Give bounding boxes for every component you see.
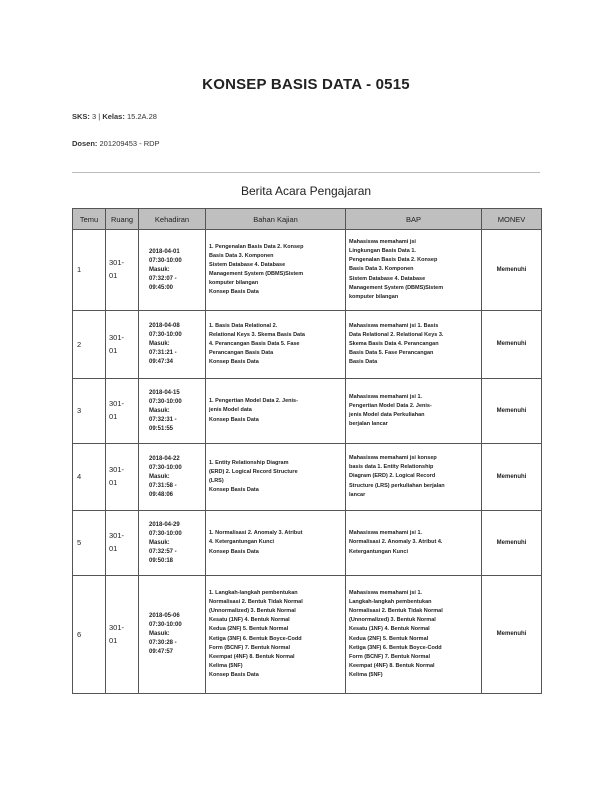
sks-value: 3 [92,112,97,121]
table-row [73,311,542,379]
cell-bap: Mahasiswa memahami jsi Lingkungan Basis Data 1. Pengenalan Basis Data 2. Konsep Basis Data 3. Komponen Sistem Database 4. Database Management System (DBMS)Sistem komputer bilangan [346,230,482,311]
cell-kehadiran: 2018-04-08 07:30-10:00 Masuk: 07:31:21 - 09:47:34 [139,311,206,379]
cell-kehadiran: 2018-04-01 07:30-10:00 Masuk: 07:32:07 - 09:45:00 [139,230,206,311]
cell-temu: 4 [73,444,106,511]
cell-monev: Memenuhi [482,511,542,576]
cell-bahan-kajian: 1. Langkah-langkah pembentukan Normalisasi 2. Bentuk Tidak Normal (Unnormalized) 3. Bentuk Normal Kesatu (1NF) 4. Bentuk Normal Kedua (2NF) 5. Bentuk Normal Ketiga (3NF) 6. Bentuk Boyce-Codd Form (BCNF) 7. Bentuk Normal Keempat (4NF) 8. Bentuk Normal Kelima (5NF) Konsep Basis Data [206,576,346,694]
cell-monev: Memenuhi [482,230,542,311]
cell-bahan-kajian: 1. Entity Relationship Diagram (ERD) 2. Logical Record Structure (LRS) Konsep Basis Data [206,444,346,511]
teaching-log-table [72,208,542,694]
dosen-value: 201209453 - RDP [99,139,160,148]
cell-kehadiran: 2018-04-22 07:30-10:00 Masuk: 07:31:58 - 09:48:06 [139,444,206,511]
kelas-label: Kelas: [102,112,125,121]
cell-bap: Mahasiswa memahami jsi 1. Pengertian Model Data 2. Jenis- jenis Model data Perkuliahan berjalan lancar [346,379,482,444]
cell-temu: 2 [73,311,106,379]
cell-kehadiran: 2018-04-15 07:30-10:00 Masuk: 07:32:31 - 09:51:55 [139,379,206,444]
divider [72,172,540,173]
cell-ruang: 301- 01 [106,576,139,694]
section-title: Berita Acara Pengajaran [240,184,372,198]
cell-kehadiran: 2018-05-06 07:30-10:00 Masuk: 07:30:28 - 09:47:57 [139,576,206,694]
cell-monev: Memenuhi [482,444,542,511]
table-row [73,444,542,511]
header-temu: Temu [73,209,106,230]
cell-temu: 6 [73,576,106,694]
cell-monev: Memenuhi [482,379,542,444]
cell-bap: Mahasiswa memahami jsi 1. Langkah-langkah pembentukan Normalisasi 2. Bentuk Tidak Normal (Unnormalized) 3. Bentuk Normal Kesatu (1NF) 4. Bentuk Normal Kedua (2NF) 5. Bentuk Normal Ketiga (3NF) 6. Bentuk Boyce-Codd Form (BCNF) 7. Bentuk Normal Keempat (4NF) 8. Bentuk Normal Kelima (5NF) [346,576,482,694]
document-title: KONSEP BASIS DATA - 0515 [202,76,410,93]
header-bap: BAP [346,209,482,230]
table-row [73,230,542,311]
cell-bap: Mahasiswa memahami jsi konsep basis data 1. Entity Relationship Diagram (ERD) 2. Logical Record Structure (LRS) perkuliahan berjalan lancar [346,444,482,511]
cell-bahan-kajian: 1. Basis Data Relational 2. Relational Keys 3. Skema Basis Data 4. Perancangan Basis Data 5. Fase Perancangan Basis Data Konsep Basis Data [206,311,346,379]
sks-kelas-line [72,112,157,121]
dosen-label: Dosen: [72,139,98,148]
table-row [73,511,542,576]
cell-temu: 1 [73,230,106,311]
header-bahan-kajian: Bahan Kajian [206,209,346,230]
cell-temu: 5 [73,511,106,576]
table-header-row [73,209,542,230]
cell-monev: Memenuhi [482,576,542,694]
header-ruang: Ruang [106,209,139,230]
cell-bap: Mahasiswa memahami jsi 1. Basis Data Relational 2. Relational Keys 3. Skema Basis Data 4. Perancangan Basis Data 5. Fase Perancangan Basis Data [346,311,482,379]
cell-ruang: 301- 01 [106,311,139,379]
table-row [73,576,542,694]
header-kehadiran: Kehadiran [139,209,206,230]
cell-ruang: 301- 01 [106,379,139,444]
cell-bap: Mahasiswa memahami jsi 1. Normalisasi 2. Anomaly 3. Atribut 4. Ketergantungan Kunci [346,511,482,576]
sks-label: SKS: [72,112,90,121]
cell-bahan-kajian: 1. Pengertian Model Data 2. Jenis- jenis Model data Konsep Basis Data [206,379,346,444]
cell-kehadiran: 2018-04-29 07:30-10:00 Masuk: 07:32:57 - 09:50:18 [139,511,206,576]
table-row [73,379,542,444]
dosen-line [72,139,160,148]
cell-ruang: 301- 01 [106,444,139,511]
cell-ruang: 301- 01 [106,230,139,311]
header-monev: MONEV [482,209,542,230]
cell-temu: 3 [73,379,106,444]
kelas-value: 15.2A.28 [126,112,157,121]
cell-bahan-kajian: 1. Normalisasi 2. Anomaly 3. Atribut 4. Ketergantungan Kunci Konsep Basis Data [206,511,346,576]
cell-bahan-kajian: 1. Pengenalan Basis Data 2. Konsep Basis Data 3. Komponen Sistem Database 4. Database Management System (DBMS)Sistem komputer bilangan Konsep Basis Data [206,230,346,311]
separator: | [98,112,101,121]
cell-monev: Memenuhi [482,311,542,379]
cell-ruang: 301- 01 [106,511,139,576]
